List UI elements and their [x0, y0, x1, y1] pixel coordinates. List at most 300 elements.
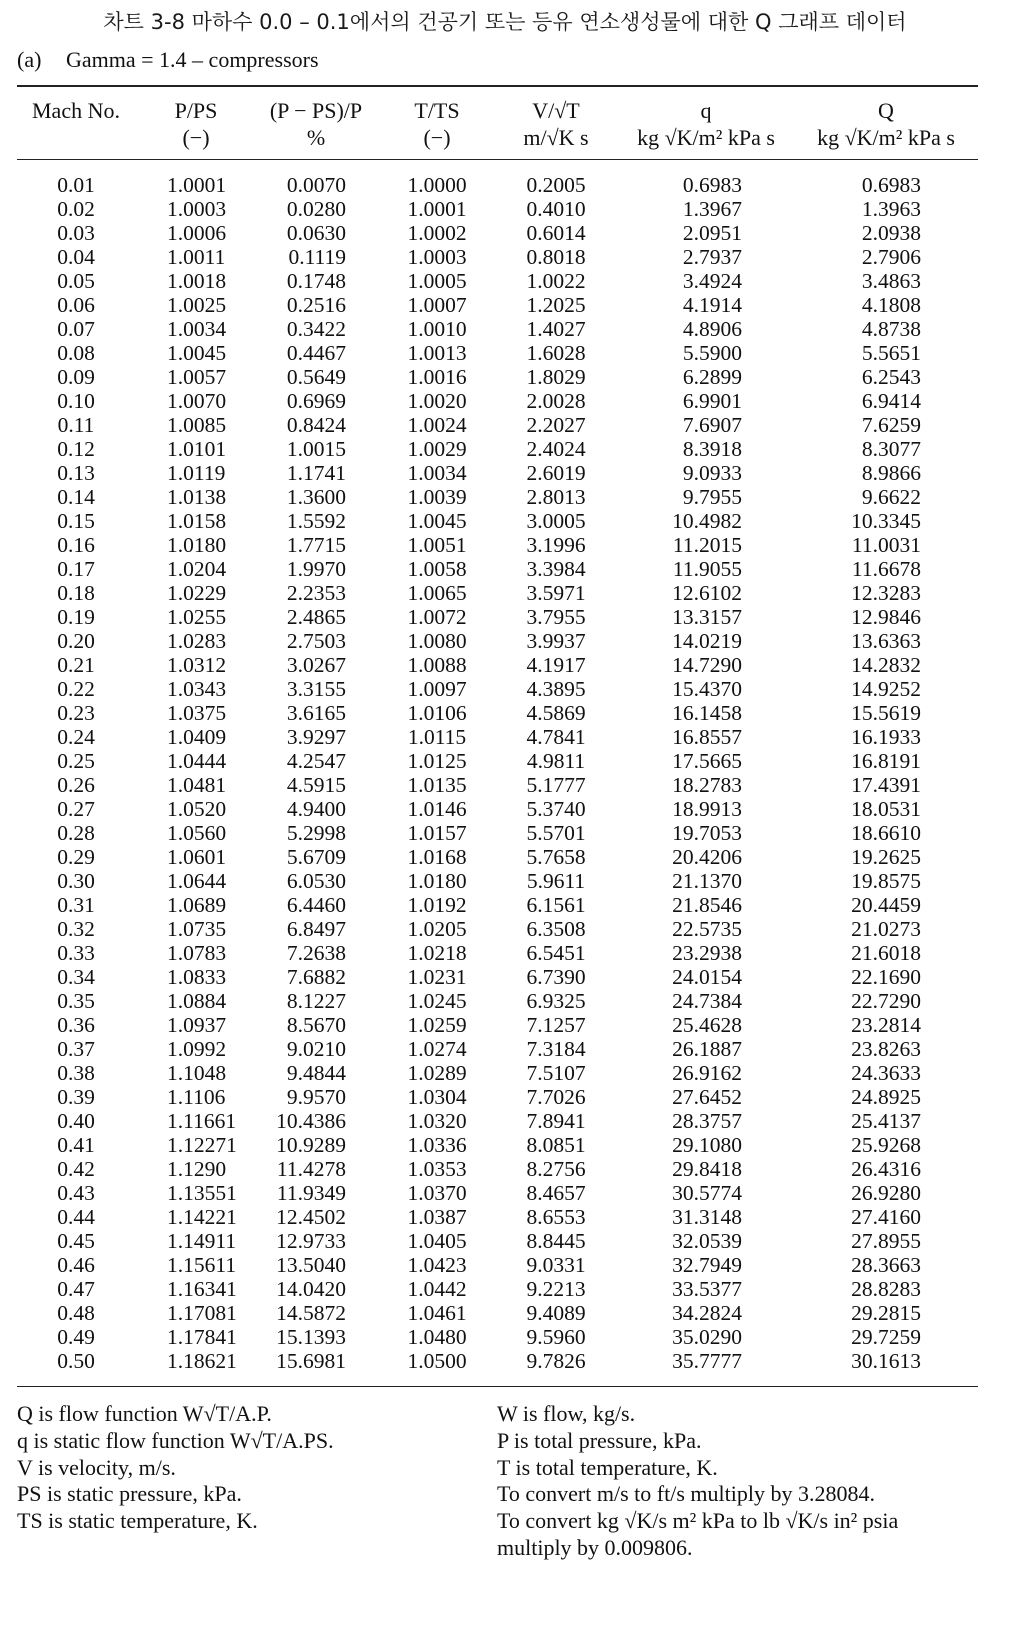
- col-label: Q: [878, 98, 894, 123]
- cell-t-ts: 1.0034: [407, 461, 467, 485]
- cell-pressure-pct: 1.9970: [286, 557, 346, 581]
- cell-static-flow-q: 21.8546: [672, 893, 742, 917]
- cell-p-ps: 1.0689: [167, 893, 227, 917]
- cell-t-ts: 1.0370: [407, 1181, 467, 1205]
- cell-static-flow-q: 5.5900: [682, 341, 742, 365]
- col-label: V/√T: [532, 98, 580, 123]
- subtitle-label: (a): [17, 47, 42, 72]
- cell-static-flow-q: 26.9162: [672, 1061, 742, 1085]
- cell-pressure-pct: 13.5040: [276, 1253, 346, 1277]
- cell-v-sqrt-t: 8.4657: [526, 1181, 586, 1205]
- cell-mach-no: 0.05: [57, 269, 95, 293]
- table-row: [0, 1061, 1035, 1085]
- cell-static-flow-q: 15.4370: [672, 677, 742, 701]
- cell-pressure-pct: 6.4460: [286, 893, 346, 917]
- table-row: [0, 1109, 1035, 1133]
- cell-flow-function-q: 18.0531: [851, 797, 921, 821]
- table-row: [0, 677, 1035, 701]
- cell-pressure-pct: 10.4386: [276, 1109, 346, 1133]
- cell-flow-function-q: 2.7906: [861, 245, 921, 269]
- cell-mach-no: 0.48: [57, 1301, 95, 1325]
- cell-mach-no: 0.42: [57, 1157, 95, 1181]
- table-row: [0, 197, 1035, 221]
- footnote: T is total temperature, K.: [497, 1454, 718, 1480]
- cell-v-sqrt-t: 9.4089: [526, 1301, 586, 1325]
- cell-pressure-pct: 0.0280: [286, 197, 346, 221]
- cell-static-flow-q: 19.7053: [672, 821, 742, 845]
- cell-mach-no: 0.31: [57, 893, 95, 917]
- cell-p-ps: 1.11661: [167, 1109, 237, 1133]
- table-row: [0, 461, 1035, 485]
- cell-p-ps: 1.0601: [167, 845, 227, 869]
- cell-mach-no: 0.02: [57, 197, 95, 221]
- cell-flow-function-q: 8.3077: [861, 437, 921, 461]
- table-bottom-rule: [17, 1386, 978, 1387]
- cell-v-sqrt-t: 6.5451: [526, 941, 586, 965]
- cell-v-sqrt-t: 1.4027: [526, 317, 586, 341]
- cell-static-flow-q: 1.3967: [682, 197, 742, 221]
- cell-p-ps: 1.0001: [167, 173, 227, 197]
- cell-flow-function-q: 16.1933: [851, 725, 921, 749]
- table-row: [0, 749, 1035, 773]
- cell-mach-no: 0.44: [57, 1205, 95, 1229]
- cell-t-ts: 1.0157: [407, 821, 467, 845]
- col-unit: m/√K s: [523, 125, 589, 150]
- table-row: [0, 989, 1035, 1013]
- cell-mach-no: 0.10: [57, 389, 95, 413]
- table-row: [0, 1301, 1035, 1325]
- table-row: [0, 173, 1035, 197]
- cell-t-ts: 1.0304: [407, 1085, 467, 1109]
- cell-pressure-pct: 10.9289: [276, 1133, 346, 1157]
- cell-t-ts: 1.0029: [407, 437, 467, 461]
- cell-pressure-pct: 1.3600: [286, 485, 346, 509]
- cell-pressure-pct: 0.1119: [288, 245, 346, 269]
- cell-p-ps: 1.1048: [167, 1061, 227, 1085]
- cell-p-ps: 1.0070: [167, 389, 227, 413]
- cell-static-flow-q: 27.6452: [672, 1085, 742, 1109]
- cell-flow-function-q: 22.1690: [851, 965, 921, 989]
- cell-pressure-pct: 0.4467: [286, 341, 346, 365]
- col-header-flow-function-q: [796, 97, 976, 151]
- cell-mach-no: 0.16: [57, 533, 95, 557]
- col-label: P/PS: [174, 98, 218, 123]
- cell-v-sqrt-t: 6.1561: [526, 893, 586, 917]
- cell-mach-no: 0.22: [57, 677, 95, 701]
- cell-p-ps: 1.0255: [167, 605, 227, 629]
- cell-t-ts: 1.0461: [407, 1301, 467, 1325]
- cell-t-ts: 1.0218: [407, 941, 467, 965]
- table-row: [0, 629, 1035, 653]
- cell-static-flow-q: 22.5735: [672, 917, 742, 941]
- cell-v-sqrt-t: 6.3508: [526, 917, 586, 941]
- cell-mach-no: 0.12: [57, 437, 95, 461]
- table-subtitle: [17, 46, 319, 74]
- col-unit: kg √K/m² kPa s: [817, 125, 955, 150]
- footnote: W is flow, kg/s.: [497, 1401, 636, 1426]
- cell-static-flow-q: 6.9901: [682, 389, 742, 413]
- table-row: [0, 725, 1035, 749]
- cell-p-ps: 1.0520: [167, 797, 227, 821]
- cell-static-flow-q: 16.1458: [672, 701, 742, 725]
- cell-t-ts: 1.0289: [407, 1061, 467, 1085]
- table-row: [0, 1229, 1035, 1253]
- cell-mach-no: 0.36: [57, 1013, 95, 1037]
- cell-p-ps: 1.0018: [167, 269, 227, 293]
- table-row: [0, 1037, 1035, 1061]
- cell-v-sqrt-t: 5.7658: [526, 845, 586, 869]
- table-row: [0, 773, 1035, 797]
- cell-p-ps: 1.0343: [167, 677, 227, 701]
- col-unit: (−): [423, 125, 451, 150]
- cell-flow-function-q: 8.9866: [861, 461, 921, 485]
- cell-p-ps: 1.0444: [167, 749, 227, 773]
- cell-pressure-pct: 5.2998: [286, 821, 346, 845]
- cell-static-flow-q: 33.5377: [672, 1277, 742, 1301]
- table-row: [0, 413, 1035, 437]
- table-row: [0, 1181, 1035, 1205]
- cell-static-flow-q: 24.7384: [672, 989, 742, 1013]
- cell-pressure-pct: 3.3155: [286, 677, 346, 701]
- cell-static-flow-q: 14.7290: [672, 653, 742, 677]
- footnote: multiply by 0.009806.: [497, 1534, 693, 1560]
- cell-pressure-pct: 11.4278: [276, 1157, 346, 1181]
- cell-flow-function-q: 21.0273: [851, 917, 921, 941]
- cell-t-ts: 1.0259: [407, 1013, 467, 1037]
- cell-t-ts: 1.0020: [407, 389, 467, 413]
- footnote: q is static flow function W√T/A.PS.: [17, 1427, 334, 1453]
- cell-static-flow-q: 29.1080: [672, 1133, 742, 1157]
- cell-flow-function-q: 4.1808: [861, 293, 921, 317]
- cell-pressure-pct: 3.6165: [286, 701, 346, 725]
- cell-static-flow-q: 21.1370: [672, 869, 742, 893]
- col-header-pressure-pct: [236, 97, 396, 151]
- cell-flow-function-q: 27.8955: [851, 1229, 921, 1253]
- cell-flow-function-q: 14.9252: [851, 677, 921, 701]
- cell-mach-no: 0.13: [57, 461, 95, 485]
- cell-v-sqrt-t: 0.8018: [526, 245, 586, 269]
- cell-pressure-pct: 1.0015: [286, 437, 346, 461]
- cell-mach-no: 0.03: [57, 221, 95, 245]
- cell-v-sqrt-t: 7.7026: [526, 1085, 586, 1109]
- table-row: [0, 557, 1035, 581]
- cell-flow-function-q: 28.8283: [851, 1277, 921, 1301]
- cell-flow-function-q: 29.2815: [851, 1301, 921, 1325]
- cell-pressure-pct: 9.4844: [286, 1061, 346, 1085]
- cell-p-ps: 1.14911: [167, 1229, 237, 1253]
- table-row: [0, 509, 1035, 533]
- cell-t-ts: 1.0320: [407, 1109, 467, 1133]
- table-row: [0, 365, 1035, 389]
- table-row: [0, 845, 1035, 869]
- page-title: 차트 3-8 마하수 0.0 – 0.1에서의 건공기 또는 등유 연소생성물에 대한 Q 그래프 데이터: [103, 10, 907, 34]
- cell-mach-no: 0.15: [57, 509, 95, 533]
- cell-p-ps: 1.0560: [167, 821, 227, 845]
- table-row: [0, 1013, 1035, 1037]
- cell-pressure-pct: 0.6969: [286, 389, 346, 413]
- cell-p-ps: 1.0229: [167, 581, 227, 605]
- table-row: [0, 605, 1035, 629]
- cell-t-ts: 1.0039: [407, 485, 467, 509]
- cell-mach-no: 0.09: [57, 365, 95, 389]
- table-row: [0, 797, 1035, 821]
- cell-static-flow-q: 12.6102: [672, 581, 742, 605]
- cell-mach-no: 0.29: [57, 845, 95, 869]
- table-row: [0, 437, 1035, 461]
- table-row: [0, 653, 1035, 677]
- table-footnotes: [0, 1401, 1035, 1571]
- col-header-v-sqrt-t: [486, 97, 626, 151]
- col-label: (P − PS)/P: [269, 98, 363, 123]
- cell-v-sqrt-t: 7.5107: [526, 1061, 586, 1085]
- footnote: Q is flow function W√T/A.P.: [17, 1401, 272, 1426]
- cell-pressure-pct: 1.7715: [286, 533, 346, 557]
- cell-pressure-pct: 6.0530: [286, 869, 346, 893]
- cell-flow-function-q: 19.2625: [851, 845, 921, 869]
- cell-mach-no: 0.20: [57, 629, 95, 653]
- cell-v-sqrt-t: 3.9937: [526, 629, 586, 653]
- cell-static-flow-q: 7.6907: [682, 413, 742, 437]
- cell-p-ps: 1.0884: [167, 989, 227, 1013]
- table-row: [0, 1325, 1035, 1349]
- cell-pressure-pct: 7.6882: [286, 965, 346, 989]
- cell-p-ps: 1.0025: [167, 293, 227, 317]
- cell-t-ts: 1.0353: [407, 1157, 467, 1181]
- cell-t-ts: 1.0007: [407, 293, 467, 317]
- cell-p-ps: 1.0992: [167, 1037, 227, 1061]
- cell-v-sqrt-t: 2.4024: [526, 437, 586, 461]
- cell-mach-no: 0.14: [57, 485, 95, 509]
- table-row: [0, 1349, 1035, 1373]
- cell-flow-function-q: 13.6363: [851, 629, 921, 653]
- cell-mach-no: 0.45: [57, 1229, 95, 1253]
- cell-flow-function-q: 6.2543: [861, 365, 921, 389]
- cell-static-flow-q: 10.4982: [672, 509, 742, 533]
- cell-mach-no: 0.25: [57, 749, 95, 773]
- cell-v-sqrt-t: 4.1917: [526, 653, 586, 677]
- cell-mach-no: 0.39: [57, 1085, 95, 1109]
- table-row: [0, 389, 1035, 413]
- cell-static-flow-q: 4.1914: [682, 293, 742, 317]
- table-top-rule: [17, 85, 978, 87]
- cell-mach-no: 0.11: [57, 413, 95, 437]
- col-header-t-ts: [377, 97, 497, 151]
- cell-p-ps: 1.12271: [167, 1133, 237, 1157]
- cell-pressure-pct: 1.5592: [286, 509, 346, 533]
- cell-p-ps: 1.0006: [167, 221, 227, 245]
- cell-t-ts: 1.0245: [407, 989, 467, 1013]
- cell-flow-function-q: 25.9268: [851, 1133, 921, 1157]
- cell-static-flow-q: 8.3918: [682, 437, 742, 461]
- cell-pressure-pct: 3.9297: [286, 725, 346, 749]
- cell-pressure-pct: 12.4502: [276, 1205, 346, 1229]
- table-row: [0, 1133, 1035, 1157]
- table-row: [0, 1253, 1035, 1277]
- table-row: [0, 341, 1035, 365]
- cell-pressure-pct: 14.0420: [276, 1277, 346, 1301]
- cell-v-sqrt-t: 2.8013: [526, 485, 586, 509]
- cell-static-flow-q: 14.0219: [672, 629, 742, 653]
- table-row: [0, 917, 1035, 941]
- cell-flow-function-q: 11.6678: [851, 557, 921, 581]
- cell-pressure-pct: 0.2516: [286, 293, 346, 317]
- cell-pressure-pct: 9.9570: [286, 1085, 346, 1109]
- cell-t-ts: 1.0003: [407, 245, 467, 269]
- cell-p-ps: 1.0138: [167, 485, 227, 509]
- cell-t-ts: 1.0051: [407, 533, 467, 557]
- cell-v-sqrt-t: 4.7841: [526, 725, 586, 749]
- cell-mach-no: 0.08: [57, 341, 95, 365]
- cell-pressure-pct: 2.7503: [286, 629, 346, 653]
- cell-p-ps: 1.0034: [167, 317, 227, 341]
- cell-flow-function-q: 12.3283: [851, 581, 921, 605]
- table-row: [0, 1085, 1035, 1109]
- cell-v-sqrt-t: 0.4010: [526, 197, 586, 221]
- cell-mach-no: 0.19: [57, 605, 95, 629]
- cell-flow-function-q: 20.4459: [851, 893, 921, 917]
- cell-pressure-pct: 11.9349: [276, 1181, 346, 1205]
- cell-t-ts: 1.0442: [407, 1277, 467, 1301]
- cell-pressure-pct: 2.4865: [286, 605, 346, 629]
- cell-mach-no: 0.37: [57, 1037, 95, 1061]
- cell-static-flow-q: 3.4924: [682, 269, 742, 293]
- cell-p-ps: 1.1290: [167, 1157, 227, 1181]
- cell-mach-no: 0.18: [57, 581, 95, 605]
- cell-static-flow-q: 18.9913: [672, 797, 742, 821]
- cell-static-flow-q: 34.2824: [672, 1301, 742, 1325]
- cell-v-sqrt-t: 5.1777: [526, 773, 586, 797]
- cell-static-flow-q: 13.3157: [672, 605, 742, 629]
- cell-mach-no: 0.40: [57, 1109, 95, 1133]
- col-label: q: [700, 98, 712, 123]
- cell-p-ps: 1.0644: [167, 869, 227, 893]
- cell-v-sqrt-t: 1.6028: [526, 341, 586, 365]
- cell-v-sqrt-t: 8.6553: [526, 1205, 586, 1229]
- footnote: V is velocity, m/s.: [17, 1454, 176, 1480]
- cell-flow-function-q: 11.0031: [851, 533, 921, 557]
- cell-p-ps: 1.0011: [167, 245, 226, 269]
- cell-p-ps: 1.0003: [167, 197, 227, 221]
- cell-v-sqrt-t: 8.2756: [526, 1157, 586, 1181]
- table-row: [0, 245, 1035, 269]
- col-header-mach-no: [16, 97, 136, 124]
- cell-flow-function-q: 15.5619: [851, 701, 921, 725]
- cell-flow-function-q: 6.9414: [861, 389, 921, 413]
- cell-pressure-pct: 0.0070: [286, 173, 346, 197]
- cell-pressure-pct: 12.9733: [276, 1229, 346, 1253]
- cell-pressure-pct: 0.1748: [286, 269, 346, 293]
- cell-pressure-pct: 5.6709: [286, 845, 346, 869]
- table-row: [0, 269, 1035, 293]
- table-row: [0, 869, 1035, 893]
- cell-v-sqrt-t: 1.0022: [526, 269, 586, 293]
- cell-static-flow-q: 0.6983: [682, 173, 742, 197]
- cell-v-sqrt-t: 0.2005: [526, 173, 586, 197]
- cell-pressure-pct: 4.9400: [286, 797, 346, 821]
- cell-v-sqrt-t: 4.9811: [526, 749, 586, 773]
- cell-pressure-pct: 3.0267: [286, 653, 346, 677]
- cell-pressure-pct: 0.8424: [286, 413, 346, 437]
- cell-pressure-pct: 4.5915: [286, 773, 346, 797]
- table-row: [0, 317, 1035, 341]
- cell-flow-function-q: 14.2832: [851, 653, 921, 677]
- cell-v-sqrt-t: 2.0028: [526, 389, 586, 413]
- cell-mach-no: 0.28: [57, 821, 95, 845]
- table-row: [0, 893, 1035, 917]
- cell-static-flow-q: 20.4206: [672, 845, 742, 869]
- footnotes-left: [17, 1401, 334, 1535]
- footnote: To convert m/s to ft/s multiply by 3.28084.: [497, 1481, 875, 1507]
- cell-p-ps: 1.0735: [167, 917, 227, 941]
- cell-flow-function-q: 16.8191: [851, 749, 921, 773]
- cell-flow-function-q: 5.5651: [861, 341, 921, 365]
- cell-t-ts: 1.0005: [407, 269, 467, 293]
- cell-pressure-pct: 9.0210: [286, 1037, 346, 1061]
- table-body: [0, 173, 1035, 1373]
- cell-t-ts: 1.0500: [407, 1349, 467, 1373]
- cell-t-ts: 1.0192: [407, 893, 467, 917]
- cell-static-flow-q: 2.0951: [682, 221, 742, 245]
- cell-flow-function-q: 17.4391: [851, 773, 921, 797]
- cell-static-flow-q: 6.2899: [682, 365, 742, 389]
- cell-flow-function-q: 18.6610: [851, 821, 921, 845]
- cell-t-ts: 1.0013: [407, 341, 467, 365]
- cell-p-ps: 1.0283: [167, 629, 227, 653]
- cell-t-ts: 1.0405: [407, 1229, 467, 1253]
- cell-v-sqrt-t: 9.7826: [526, 1349, 586, 1373]
- cell-p-ps: 1.13551: [167, 1181, 237, 1205]
- cell-mach-no: 0.01: [57, 173, 95, 197]
- cell-mach-no: 0.38: [57, 1061, 95, 1085]
- footnote: TS is static temperature, K.: [17, 1508, 258, 1534]
- cell-mach-no: 0.49: [57, 1325, 95, 1349]
- table-row: [0, 965, 1035, 989]
- cell-mach-no: 0.46: [57, 1253, 95, 1277]
- cell-flow-function-q: 27.4160: [851, 1205, 921, 1229]
- cell-flow-function-q: 30.1613: [851, 1349, 921, 1373]
- cell-v-sqrt-t: 4.3895: [526, 677, 586, 701]
- cell-t-ts: 1.0002: [407, 221, 467, 245]
- cell-static-flow-q: 24.0154: [672, 965, 742, 989]
- cell-v-sqrt-t: 2.6019: [526, 461, 586, 485]
- cell-v-sqrt-t: 9.5960: [526, 1325, 586, 1349]
- cell-v-sqrt-t: 1.8029: [526, 365, 586, 389]
- cell-v-sqrt-t: 3.1996: [526, 533, 586, 557]
- cell-flow-function-q: 10.3345: [851, 509, 921, 533]
- cell-pressure-pct: 15.1393: [276, 1325, 346, 1349]
- col-header-static-flow-q: [616, 97, 796, 151]
- cell-static-flow-q: 23.2938: [672, 941, 742, 965]
- table-row: [0, 293, 1035, 317]
- cell-pressure-pct: 15.6981: [276, 1349, 346, 1373]
- cell-v-sqrt-t: 3.5971: [526, 581, 586, 605]
- cell-t-ts: 1.0125: [407, 749, 467, 773]
- cell-p-ps: 1.0204: [167, 557, 227, 581]
- cell-static-flow-q: 35.7777: [672, 1349, 742, 1373]
- cell-t-ts: 1.0106: [407, 701, 467, 725]
- subtitle-text: Gamma = 1.4 – compressors: [66, 47, 319, 72]
- cell-t-ts: 1.0115: [407, 725, 467, 749]
- cell-t-ts: 1.0024: [407, 413, 467, 437]
- cell-flow-function-q: 24.3633: [851, 1061, 921, 1085]
- cell-flow-function-q: 23.2814: [851, 1013, 921, 1037]
- cell-t-ts: 1.0088: [407, 653, 467, 677]
- cell-t-ts: 1.0231: [407, 965, 467, 989]
- cell-p-ps: 1.15611: [167, 1253, 237, 1277]
- cell-p-ps: 1.0101: [167, 437, 227, 461]
- cell-static-flow-q: 16.8557: [672, 725, 742, 749]
- cell-t-ts: 1.0480: [407, 1325, 467, 1349]
